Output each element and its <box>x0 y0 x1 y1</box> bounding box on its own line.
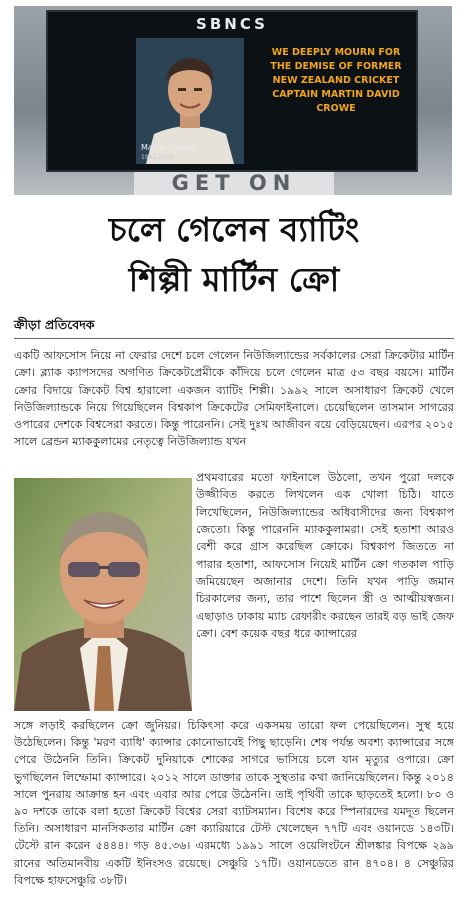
scoreboard-photo <box>14 6 452 195</box>
scoreboard-message: WE DEEPLY MOURN FOR THE DEMISE OF FORMER NEW ZEALAND CRICKET CAPTAIN MARTIN DAVID CROWE <box>270 47 402 114</box>
byline-divider <box>14 338 454 339</box>
scoreboard-portrait-years: 1962-2016 <box>141 154 174 161</box>
scoreboard-portrait <box>136 38 244 164</box>
headline-line-2: শিল্পী মার্টিন ক্রো <box>128 260 340 299</box>
martin-crowe-photo <box>14 478 192 711</box>
headline <box>14 205 454 305</box>
scoreboard-portrait-caption: Martin Crowe <box>141 143 195 152</box>
scoreboard <box>46 10 418 172</box>
article-side-paragraph: প্রথমবারের মতো ফাইনালে উঠলো, তখন পুরো দলকে উজ্জীবিত করতে লিখলেন এক খোলা চিঠি। যাতে লিখেছিলেন, নিউজিল্যান্ডের অধিবাসীদের জন্য বিশ্বকাপ জেতো। কিন্তু পারেননি ম্যাককুলামরা। সেই হতাশা আরও বেশী করে গ্রাস করেছিল ক্রোকে। বিশ্বকাপ জিততে না পারার হতাশা, আফসোস নিয়েই মার্টিন ক্রো গতকাল পাড়ি জমিয়েছেন অজানার দেশে। তিনি যখন পাড়ি জমান চিরকালের জন্য, তার পাশে ছিলেন স্ত্রী ও আত্মীয়স্বজন। এছাড়াও ঢাকায় ম্যাচ রেফারীং করছেন তারই বড় ভাই জেফ ক্রো। বেশ কয়েক বছর ধরে ক্যান্সারের <box>196 471 454 641</box>
byline: ক্রীড়া প্রতিবেদক <box>14 317 95 332</box>
stadium-sign: GET ON <box>134 172 334 195</box>
article-intro-paragraph: একটি আফসোস নিয়ে না ফেরার দেশে চলে গেলেন নিউজিল্যান্ডের সর্বকালের সেরা ক্রিকেটার মার্টিন ক্রো। ব্ল্যাক ক্যাপসদের অগণিত ক্রিকেটপ্রেমীকে কাঁদিয়ে চলে গেলেন মাত্র ৫৩ বছর বয়সে। মার্টিন ক্রোর বিদায়ে ক্রিকেট বিশ্ব হারালো একজন ব্যাটিং শিল্পী। ১৯৯২ সালে অসাধারণ ক্রিকেট খেলে নিউজিল্যান্ডকে নিয়ে গিয়েছিলেন বিশ্বকাপ ক্রিকেটের সেমিফাইনালে। চেয়েছিলেন তাসমান সাগরের ওপারের দেশকে বিশ্বসেরা করতে। কিন্তু পারেননি। সেই দুঃখ আজীবন বয়ে বেড়িয়েছেন। এরপর ২০১৫ সালে ব্রেন্ডন ম্যাককুলামের নেতৃত্বে নিউজিল্যান্ড যখন <box>14 349 454 449</box>
headline-line-1: চলে গেলেন ব্যাটিং <box>108 210 360 249</box>
scoreboard-brand: SBNCS <box>196 15 268 33</box>
martin-crowe-portrait-image <box>14 478 192 711</box>
article-closing-paragraph: সঙ্গে লড়াই করছিলেন ক্রো জুনিয়র। চিকিৎসা করে একসময় তারো ফল পেয়েছিলেন। সুস্থ হয়ে উঠেছিলেন। কিন্তু 'মরণ ব্যাধি' ক্যান্সার কোনোভাবেই পিছু ছাড়েনি। শেষ পর্যন্ত অবশ্য ক্যান্সারের সঙ্গে পেরে উঠেননি তিনি। ক্রিকেট দুনিয়াকে শোকের সাগরে ভাসিয়ে চলে যান মৃত্যুর ওপারে। ক্রো ভুগছিলেন লিম্ফোমা ক্যান্সারে। ২০১২ সালে ডাক্তার তাকে সুস্থতার কথা জানিয়েছিলেন। কিন্তু ২০১৪ সালে পুনরায় আক্রান্ত হন এবং এবার আর পেরে উঠেননি। তাই পৃথিবী তাকে ছাড়তেই হলো। ৮০ ও ৯০ দশকে তাকে বলা হতো ক্রিকেট বিশ্বের সেরা ব্যাটসম্যান। বিশেষ করে স্পিনারদের যমদূত ছিলেন তিনি। অসাধারণ মানসিকতার মার্টিন ক্রো ক্যারিয়ারে টেস্ট খেলেছেন ৭৭টি এবং ওয়ানডে ১৪৩টি। টেস্টে রান করেন ৫৪৪৪। গড় ৪৫.৩৬। এরমধ্যে ১৯৯১ সালে ওয়েলিংটনে শ্রীলঙ্কার বিপক্ষে ২৯৯ রানের অতিমানবীয় একটি ইনিংসও রয়েছে। সেঞ্চুরি ১৭টি। ওয়ানডেতে রান ৪৭০৪। ৪ সেঞ্চুরির বিপক্ষে হাফসেঞ্চুরি ৩৮টি। <box>14 719 454 887</box>
